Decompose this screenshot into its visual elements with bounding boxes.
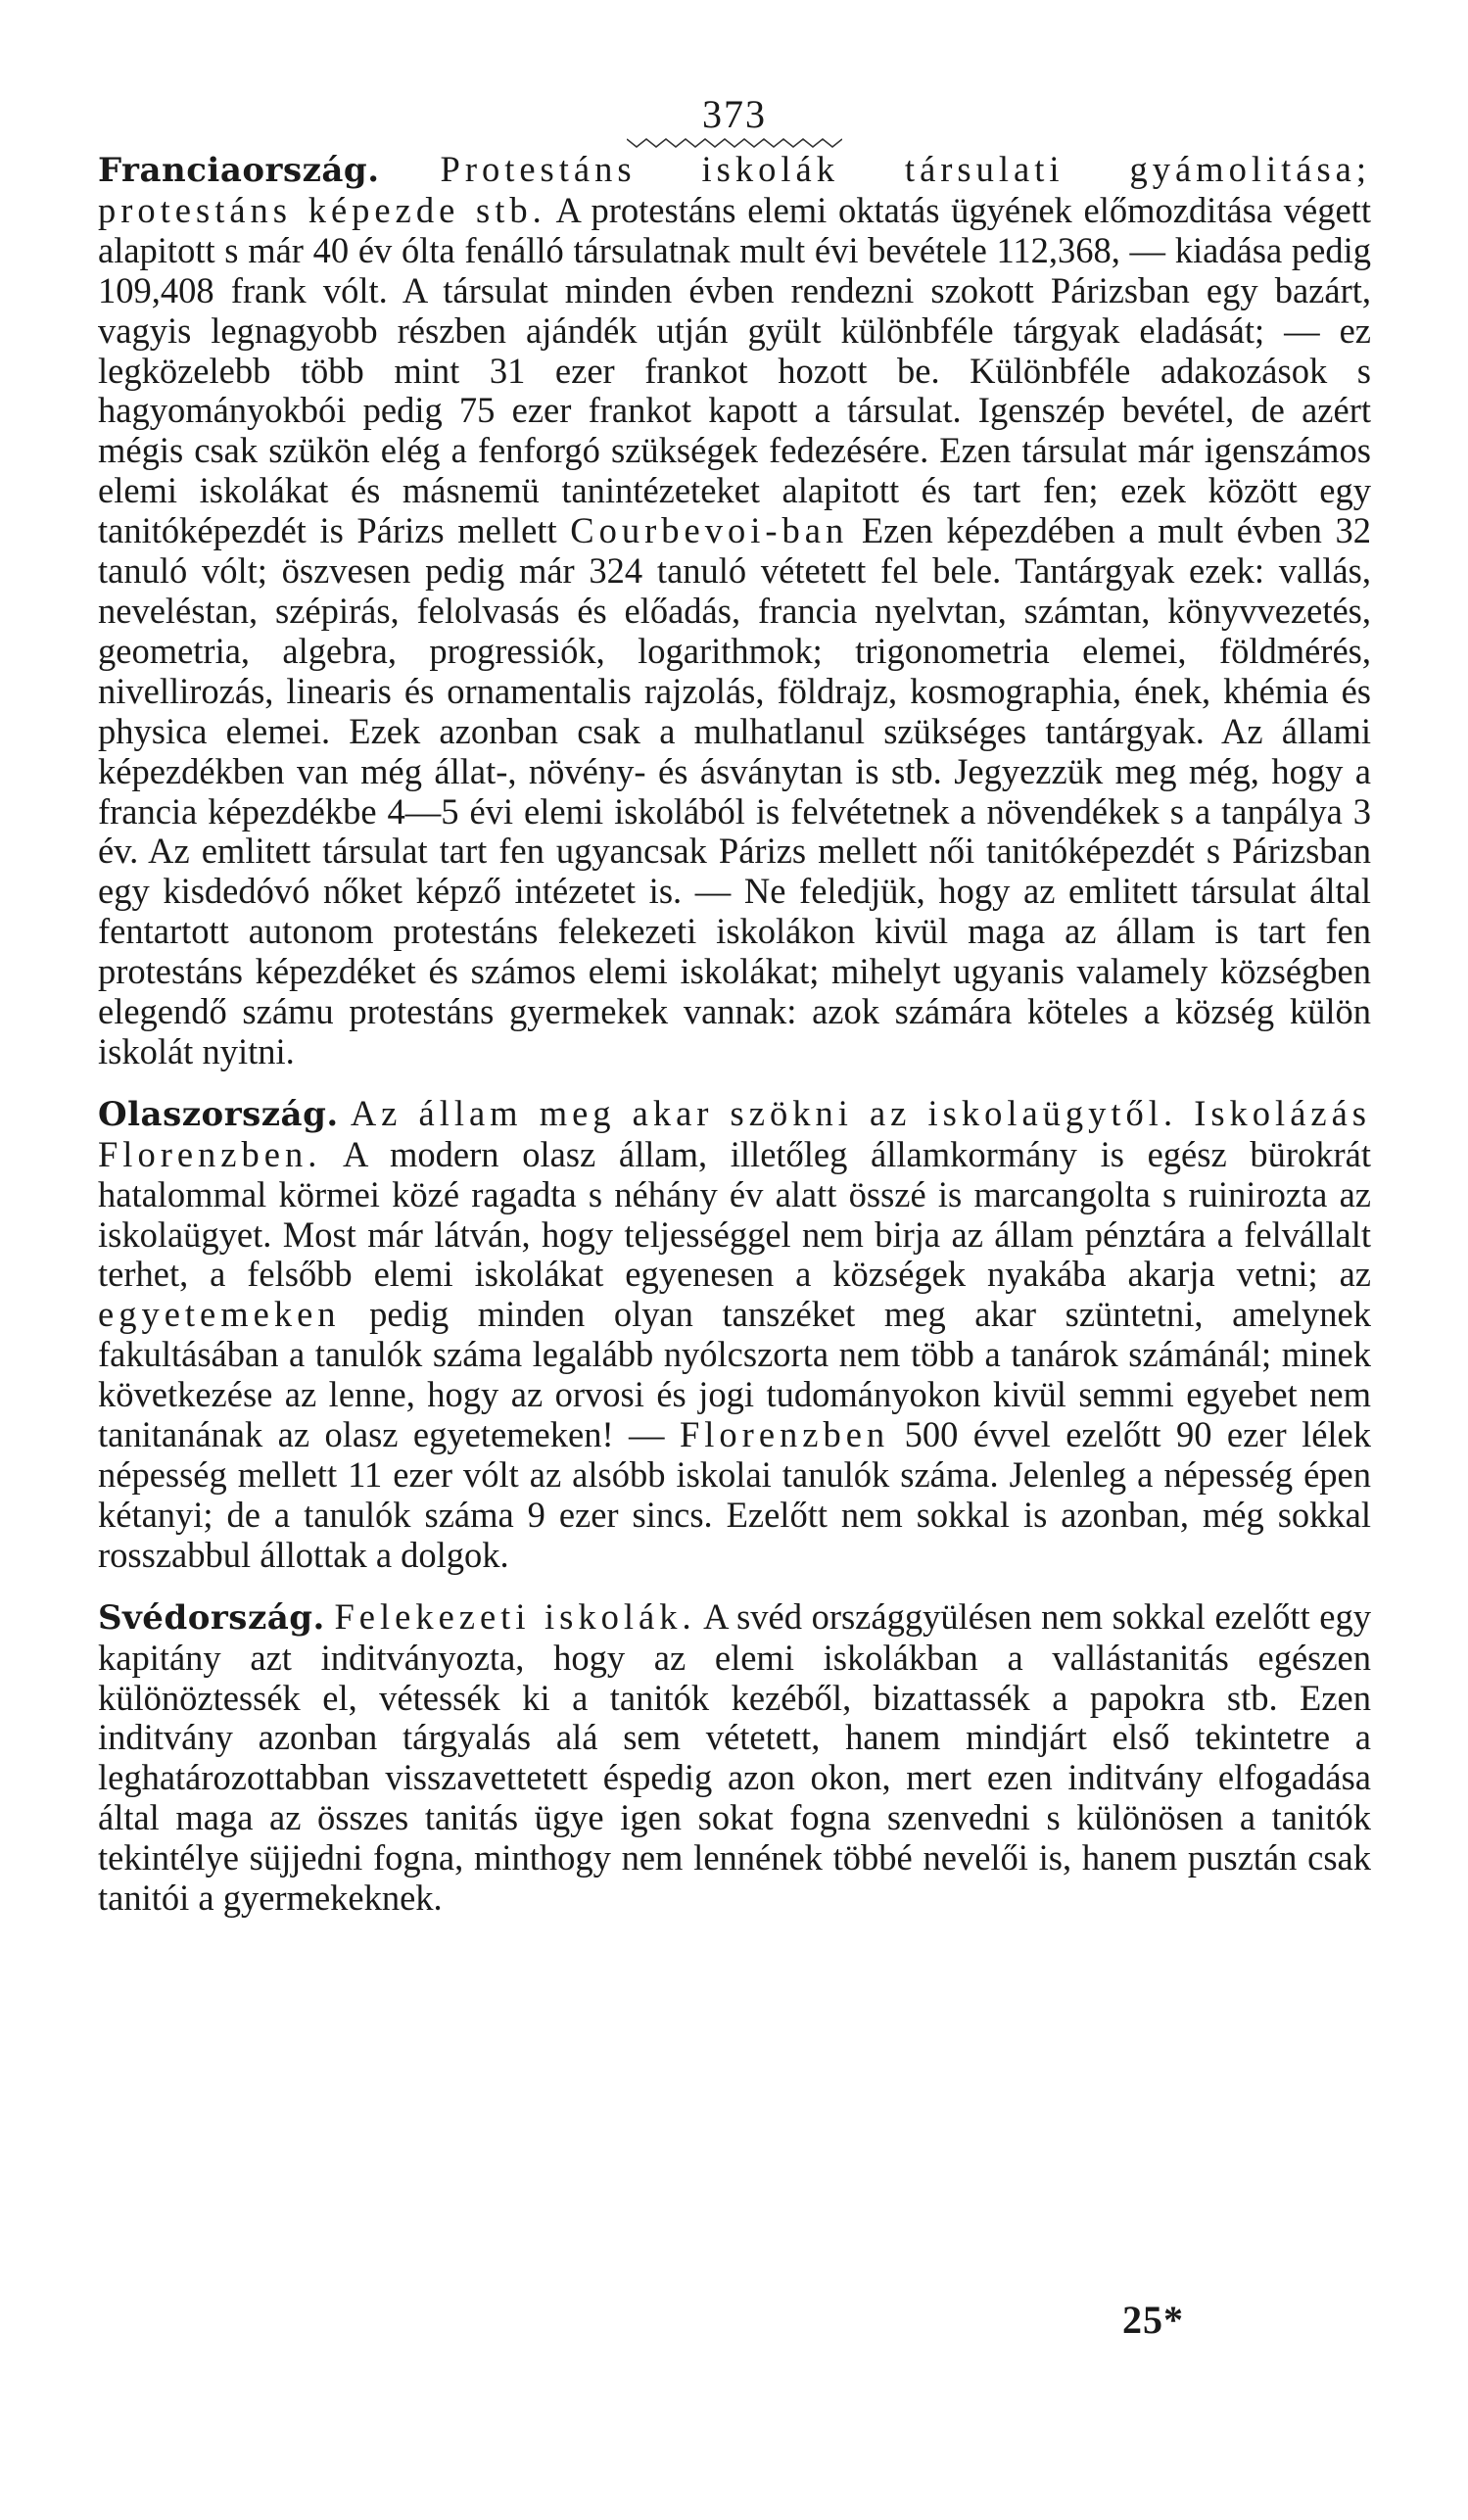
section-body: A protestáns elemi oktatás ügyének előmozditása végett alapitott s már 40 év ólta fenálló társulatnak mult évi bevétele 112,368, — kiadása pedig 109,408 frank vólt. A társulat minden évben rendezni szokott Párizsban egy bazárt, vagyis legnagyobb részben ajándék utján gyült különbféle tárgyak eladását; — ez legközelebb több mint 31 ezer frankot hozott be. Különbféle adakozások s hagyományokbói pedig 75 ezer frankot kapott a társulat. Igenszép bevétel, de azért mégis csak szükön elég a fenforgó szükségek fedezésére. Ezen társulat már igenszámos elemi iskolákat és másnemü tanintézeteket alapitott és tart fen; ezek között egy tanitóképezdét is Párizs mellett	[98, 189, 1371, 551]
ornament-divider	[627, 136, 842, 150]
section-subtitle: Protestáns iskolák társulati gyámolitása; protestáns képezde stb.	[98, 149, 1371, 230]
spaced-word: egyetemeken	[98, 1294, 341, 1335]
section-body: A modern olasz állam, illetőleg államkormány is egész bürokrát hatalommal körmei közé ragadta s néhány év alatt összé is marcangolta s ruinirozta az iskolaügyet. Most már látván, hogy teljességgel nem birja az állam pénztára a felvállalt terhet, a felsőbb elemi iskolákat egyenesen a községek nyakába akarja vetni; az	[98, 1133, 1371, 1295]
section-heading: Olaszország.	[98, 1094, 339, 1134]
section-sved	[98, 1597, 1371, 1919]
section-francia	[98, 150, 1371, 1072]
spaced-place: Florenzben	[679, 1414, 890, 1455]
section-body-cont: Ezen képezdében a mult évben 32 tanuló vólt; öszvesen pedig már 324 tanuló vétetett fel bele. Tantárgyak ezek: vallás, neveléstan, szépirás, felolvasás és előadás, francia nyelvtan, számtan, könyvvezetés, geometria, algebra, progressiók, logarithmok; trigonometria elemei, földmérés, nivellirozás, linearis és ornamentalis rajzolás, földrajz, kosmographia, ének, khémia és physica elemei. Ezek azonban csak a mulhatlanul szükséges tantárgyak. Az állami képezdékben van még állat-, növény- és ásványtan is stb. Jegyezzük meg még, hogy a francia képezdékbe 4—5 évi elemi iskolából is felvétetnek a növendékek s a tanpálya 3 év. Az emlitett társulat tart fen ugyancsak Párizs mellett női tanitóképezdét s Párizsban egy kisdedóvó nőket képző intézetet is. — Ne feledjük, hogy az emlitett társulat által fentartott autonom protestáns felekezeti iskolákon kivül maga az állam is tart fen protestáns képezdéket és számos elemi iskolákat; mihelyt ugyanis valamely községben elegendő számu protestáns gyermekek vannak: azok számára köteles a község külön iskolát nyitni.	[98, 510, 1372, 1071]
section-subtitle: Az állam meg akar szökni az iskolaügytől. Iskolázás Florenzben.	[98, 1092, 1371, 1174]
signature-mark: 25*	[1122, 2298, 1184, 2342]
section-heading: Svédország.	[98, 1597, 325, 1638]
section-body: A svéd országgyülésen nem sokkal ezelőtt egy kapitány azt inditványozta, hogy az elemi iskolákban a vallástanitás egészen különöztessék el, vétessék ki a tanitók kezéből, bizattassék a papokra stb. Ezen inditvány azonban tárgyalás alá sem vétetett, hanem mindjárt első tekintetre a leghatározottabban visszavettetett éspedig azon okon, mert ezen inditvány elfogadása által maga az összes tanitás ügye igen sokat fogna szenvedni s különösen a tanitók tekintélye süjjedni fogna, minthogy nem lennének többé nevelői is, hanem pusztán csak tanitói a gyermekeknek.	[98, 1595, 1371, 1919]
section-olasz	[98, 1094, 1371, 1576]
document-page	[98, 93, 1371, 2483]
section-subtitle: Felekezeti iskolák.	[334, 1595, 696, 1637]
page-number: 373	[702, 92, 767, 136]
spaced-place: Courbevoi-ban	[570, 510, 849, 551]
section-body-cont: pedig minden olyan tanszéket meg akar szüntetni, amelynek fakultásában a tanulók száma legalább nyólcszorta nem több a tanárok számánál; minek következése az lenne, hogy az orvosi és jogi tudományokon kivül semmi egyebet nem tanitanának az olasz egyetemeken! —	[98, 1294, 1372, 1455]
section-heading: Franciaország.	[98, 151, 380, 190]
section-body-cont2: 500 évvel ezelőtt 90 ezer lélek népesség mellett 11 ezer vólt az alsóbb iskolai tanulók száma. Jelenleg a népesség épen kétanyi; de a tanulók száma 9 ezer sincs. Ezelőtt nem sokkal is azonban, még sokkal rosszabbul állottak a dolgok.	[98, 1414, 1372, 1575]
